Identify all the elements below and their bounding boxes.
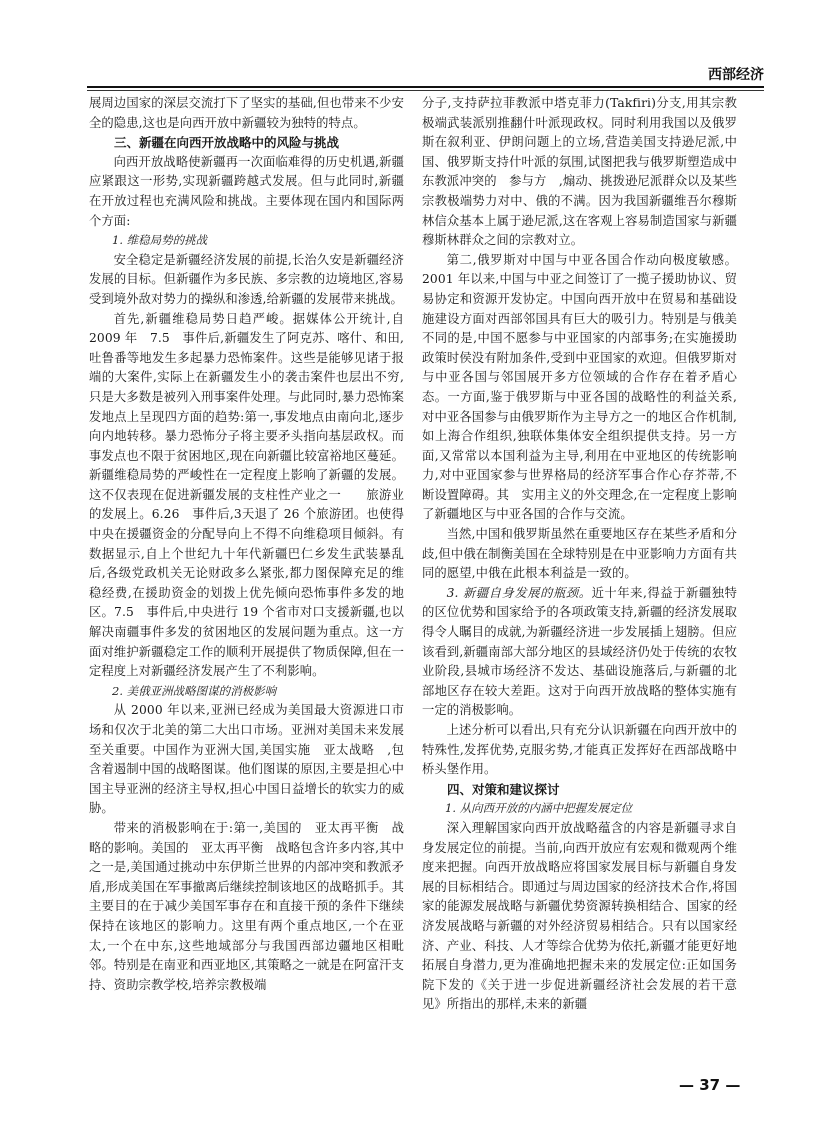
paragraph: 首先,新疆维稳局势日趋严峻。据媒体公开统计,自2009 年 7.5 事件后,新疆发生了阿克苏、喀什、和田,吐鲁番等地发生多起暴力恐怖案件。这些是能够见诸于报端的大案件,实际上在新疆发生小的袭击案件也层出不穷,只是大多数是被列入刑事案件处理。与此同时,暴力恐怖案发地点上呈现四方面的趋势:第一,事发地点由南向北,逐步向内地转移。暴力恐怖分子将主要矛头指向基层政权。而事发点也不限于贫困地区,现在向新疆比较富裕地区蔓延。新疆维稳局势的严峻性在一定程度上影响了新疆的发展。这不仅表现在促进新疆发展的支柱性产业之一 旅游业的发展上。6.26 事件后,3天退了 26 个旅游团。也使得中央在援疆资金的分配导向上不得不向维稳项目倾斜。有数据显示,自上个世纪九十年代新疆巴仁乡发生武装暴乱后,各级党政机关无论财政多么紧张,都力图保障充足的维稳经费,在援助资金的划拨上优先倾向恐怖事件多发的地区。7.5 事件后,中央进行 19 个省市对口支援新疆,也以解决南疆事件多发的贫困地区的发展问题为重点。这一方面对维护新疆稳定工作的顺利开展提供了物质保障,但在一定程度上对新疆经济发展产生了不利影响。 — [89, 311, 404, 679]
subsection-heading: 2. 美俄亚洲战略图谋的消极影响 — [112, 683, 277, 698]
section-heading: 三、新疆在向西开放战略中的风险与挑战 — [114, 135, 340, 151]
subsection-lead: 3. 新疆自身发展的瓶颈。 — [446, 585, 592, 600]
section-heading: 四、对策和建议探讨 — [447, 781, 560, 797]
section-name: 西部经济 — [708, 67, 764, 83]
paragraph: 深入理解国家向西开放战略蕴含的内容是新疆寻求自身发展定位的前提。当前,向西开放应有宏观和微观两个维度来把握。向西开放战略应将国家发展目标与新疆自身发展的目标相结合。即通过与周边国家的经济技术合作,将国家的能源发展战略与新疆优势资源转换相结合、国家的经济发展战略与新疆的对外经济贸易相结合。只有以国家经济、产业、科技、人才等综合优势为依托,新疆才能更好地拓展自身潜力,更为准确地把握未来的发展定位:正如国务院下发的《关于进一步促进新疆经济社会发展的若干意见》所指出的那样,未来的新疆 — [422, 820, 737, 1012]
subsection-heading: 1. 维稳局势的挑战 — [112, 233, 208, 248]
paragraph-body: 近十年来,得益于新疆独特的区位优势和国家给予的各项政策支持,新疆的经济发展取得令人瞩目的成就,为新疆经济进一步发展插上翅膀。但应该看到,新疆南部大部分地区的县域经济仍处于传统的农牧业阶段,县城市场经济不发达、基础设施落后,与新疆的北部地区存在较大差距。这对于向西开放战略的整体实施有一定的消极影响。 — [422, 585, 737, 718]
paragraph: 带来的消极影响在于:第一,美国的 亚太再平衡 战略的影响。美国的 亚太再平衡 战略包含许多内容,其中之一是,美国通过挑动中东伊斯兰世界的内部冲突和教派矛盾,形成美国在军事撤离后继续控制该地区的战略抓手。其主要目的在于减少美国军事存在和直接干预的条件下继续保持在该地区的影响力。这里有两个重点地区,一个在亚太,一个在中东,这些地域部分与我国西部边疆地区相毗邻。特别是在南亚和西亚地区,其策略之一就是在阿富汗支持、资助宗教学校,培养宗教极端 — [89, 820, 404, 992]
page-number: — 37 — — [679, 1076, 741, 1094]
paragraph: 上述分析可以看出,只有充分认识新疆在向西开放中的特殊性,发挥优势,克服劣势,才能真正发挥好在西部战略中桥头堡作用。 — [422, 723, 737, 777]
header-rule-thick — [87, 86, 764, 88]
right-column — [422, 94, 737, 1015]
paragraph-with-lead — [422, 584, 737, 721]
running-header — [87, 62, 764, 88]
header-rule-thin — [87, 90, 764, 91]
paragraph: 向西开放战略使新疆再一次面临难得的历史机遇,新疆应紧跟这一形势,实现新疆跨越式发展。但与此同时,新疆在开放过程也充满风险和挑战。主要体现在国内和国际两个方面: — [89, 154, 404, 228]
paragraph: 展周边国家的深层交流打下了坚实的基础,但也带来不少安全的隐患,这也是向西开放中新疆较为独特的特点。 — [89, 96, 404, 130]
subsection-heading: 1. 从向西开放的内涵中把握发展定位 — [445, 801, 633, 816]
paragraph: 安全稳定是新疆经济发展的前提,长治久安是新疆经济发展的目标。但新疆作为多民族、多宗教的边境地区,容易受到境外敌对势力的操纵和渗透,给新疆的发展带来挑战。 — [89, 252, 404, 306]
paragraph: 当然,中国和俄罗斯虽然在重要地区存在某些矛盾和分歧,但中俄在制衡美国在全球特别是在中亚影响力方面有共同的愿望,中俄在此根本利益是一致的。 — [422, 527, 737, 581]
paragraph: 从 2000 年以来,亚洲已经成为美国最大资源进口市场和仅次于北美的第二大出口市场。亚洲对美国未来发展至关重要。中国作为亚洲大国,美国实施 亚太战略 ,包含着遏制中国的战略图谋。他们图谋的原因,主要是担心中国主导亚洲的经济主导权,担心中国日益增长的软实力的威胁。 — [89, 703, 404, 816]
paragraph: 分子,支持萨拉菲教派中塔克菲力(Takfiri)分支,用其宗教极端武装派别推翻什叶派现政权。同时利用我国以及俄罗斯在叙利亚、伊朗问题上的立场,营造美国支持逊尼派,中国、俄罗斯支持什叶派的氛围,试图把我与俄罗斯塑造成中东教派冲突的 参与方 ,煽动、挑拨逊尼派群众以及某些宗教极端势力对中、俄的不满。因为我国新疆维吾尔穆斯林信众基本上属于逊尼派,这在客观上容易制造国家与新疆穆斯林群众之间的宗教对立。 — [422, 96, 737, 248]
left-column — [89, 94, 404, 995]
paragraph: 第二,俄罗斯对中国与中亚各国合作动向极度敏感。2001 年以来,中国与中亚之间签订了一揽子援助协议、贸易协定和资源开发协定。中国向西开放中在贸易和基础设施建设方面对西部邻国具有巨大的吸引力。特别是与俄美不同的是,中国不愿参与中亚国家的内部事务;在实施援助政策时侯没有附加条件,受到中亚国家的欢迎。但俄罗斯对与中亚各国与邻国展开多方位领域的合作存在着矛盾心态。一方面,鉴于俄罗斯与中亚各国的战略性的利益关系,对中亚各国参与由俄罗斯作为主导方之一的地区合作机制,如上海合作组织,独联体集体安全组织提供支持。另一方面,又常常以本国利益为主导,利用在中亚地区的传统影响力,对中亚国家参与世界格局的经济军事合作心存芥蒂,不断设置障碍。其 实用主义的外交理念,在一定程度上影响了新疆地区与中亚各国的合作与交流。 — [422, 252, 737, 522]
